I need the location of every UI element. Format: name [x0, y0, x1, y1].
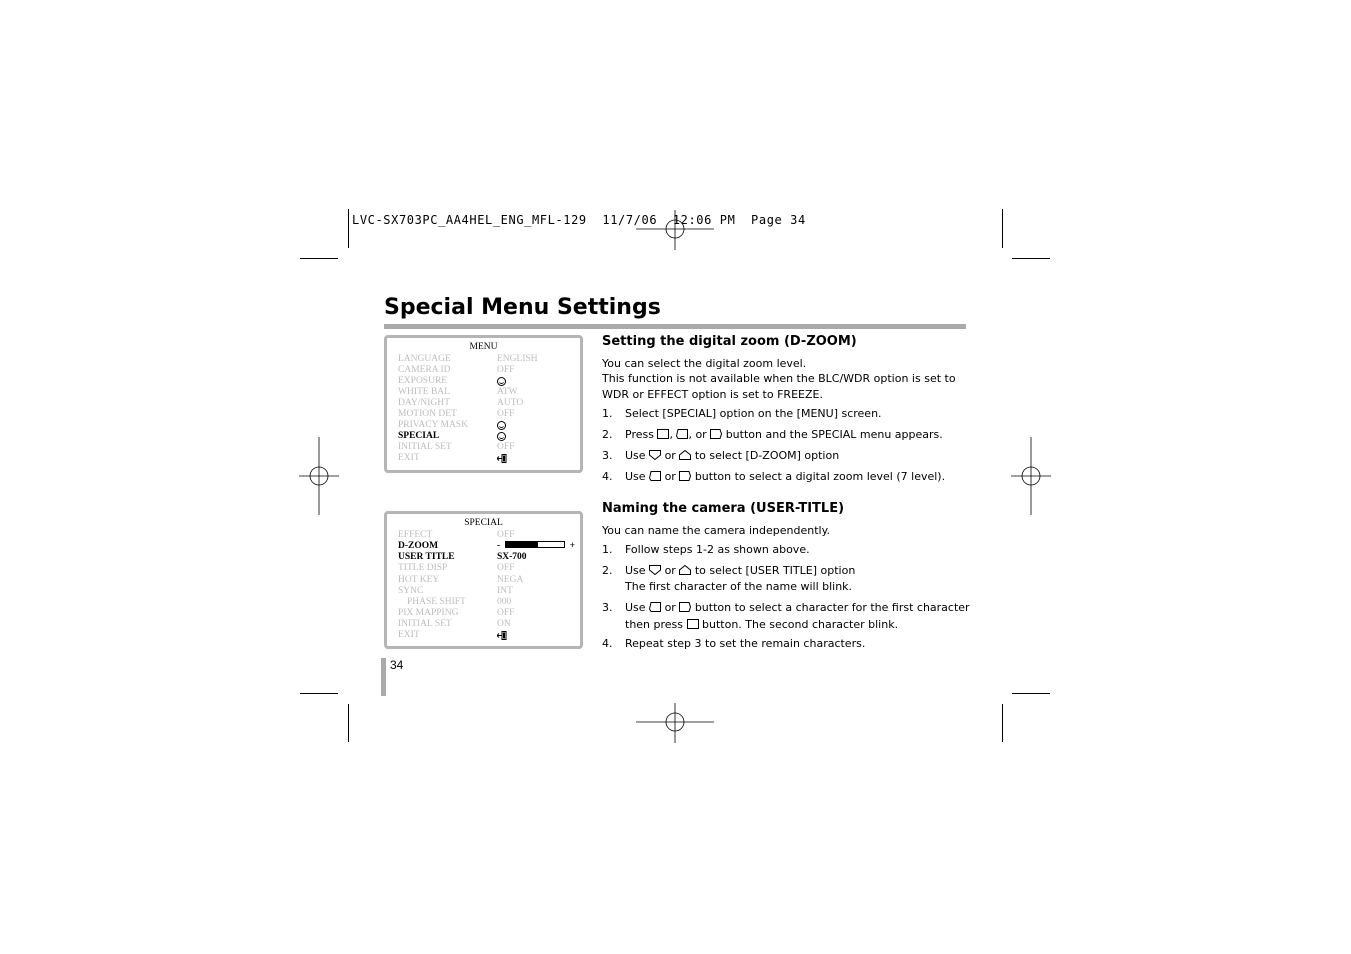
step-text: Select [SPECIAL] option on the [MENU] screen. — [625, 407, 882, 420]
registration-mark-left — [299, 437, 339, 515]
down-button-icon — [649, 450, 661, 460]
paragraph: You can select the digital zoom level. — [602, 357, 807, 370]
special-screen-title: SPECIAL — [464, 518, 503, 528]
exit-icon — [497, 454, 507, 463]
right-button-icon — [710, 429, 722, 439]
dzoom-level-bar — [505, 541, 565, 548]
right-button-icon — [679, 471, 691, 481]
menu-screen-box: MENU LANGUAGE ENGLISH CAMERA ID OFF EXPOSURE WHITE BAL ATW DAY/NIGHT AUTO MOTION DET OFF PRIVACY MASK SPECIAL INITIAL SET OFF EXIT — [384, 335, 583, 473]
step-number: 3. — [602, 449, 613, 462]
step-text: Use or button to select a character for the first character — [625, 601, 970, 614]
left-button-icon — [649, 602, 661, 612]
step-text: Follow steps 1-2 as shown above. — [625, 543, 810, 556]
paragraph: WDR or EFFECT option is set to FREEZE. — [602, 388, 823, 401]
smile-icon — [497, 432, 506, 441]
step-number: 2. — [602, 564, 613, 577]
step-text: Use or to select [USER TITLE] option — [625, 564, 856, 577]
set-button-icon — [657, 429, 669, 439]
step-text: Use or button to select a digital zoom level (7 level). — [625, 470, 946, 483]
registration-mark-bottom — [636, 703, 714, 743]
title-rule — [384, 324, 966, 329]
section-heading-dzoom: Setting the digital zoom (D-ZOOM) — [602, 334, 857, 349]
step-text: Press , , or button and the SPECIAL menu appears. — [625, 428, 943, 441]
step-number: 1. — [602, 543, 613, 556]
page-number: 34 — [390, 658, 404, 672]
down-button-icon — [649, 565, 661, 575]
section-heading-user-title: Naming the camera (USER-TITLE) — [602, 501, 845, 516]
page-number-bar — [381, 658, 386, 696]
smile-icon — [497, 421, 506, 430]
step-number: 4. — [602, 470, 613, 483]
up-button-icon — [679, 450, 691, 460]
step-text: then press button. The second character blink. — [625, 618, 899, 631]
step-text: Use or to select [D-ZOOM] option — [625, 449, 840, 462]
step-number: 1. — [602, 407, 613, 420]
paragraph: You can name the camera independently. — [602, 524, 831, 537]
step-text: Repeat step 3 to set the remain characters. — [625, 637, 866, 650]
paragraph: This function is not available when the BLC/WDR option is set to — [602, 372, 956, 385]
right-button-icon — [679, 602, 691, 612]
print-header: LVC-SX703PC_AA4HEL_ENG_MFL-129 11/7/06 12:06 PM Page 34 — [352, 213, 806, 227]
up-button-icon — [679, 565, 691, 575]
step-number: 2. — [602, 428, 613, 441]
dzoom-level-fill — [506, 542, 538, 547]
step-text: The first character of the name will blink. — [625, 580, 853, 593]
step-number: 3. — [602, 601, 613, 614]
page-title: Special Menu Settings — [384, 295, 661, 320]
registration-mark-right — [1011, 437, 1051, 515]
set-button-icon — [687, 619, 699, 629]
exit-icon — [497, 631, 507, 640]
menu-screen-title: MENU — [469, 342, 498, 352]
left-button-icon — [676, 429, 688, 439]
left-button-icon — [649, 471, 661, 481]
smile-icon — [497, 377, 506, 386]
step-number: 4. — [602, 637, 613, 650]
special-screen-box: SPECIAL EFFECT OFF D-ZOOM - + USER TITLE SX-700 TITLE DISP OFF HOT KEY NEGA SYNC INT PHASE SHIFT 000 PIX MAPPING OFF INITIAL SET ON EXIT — [384, 511, 583, 649]
